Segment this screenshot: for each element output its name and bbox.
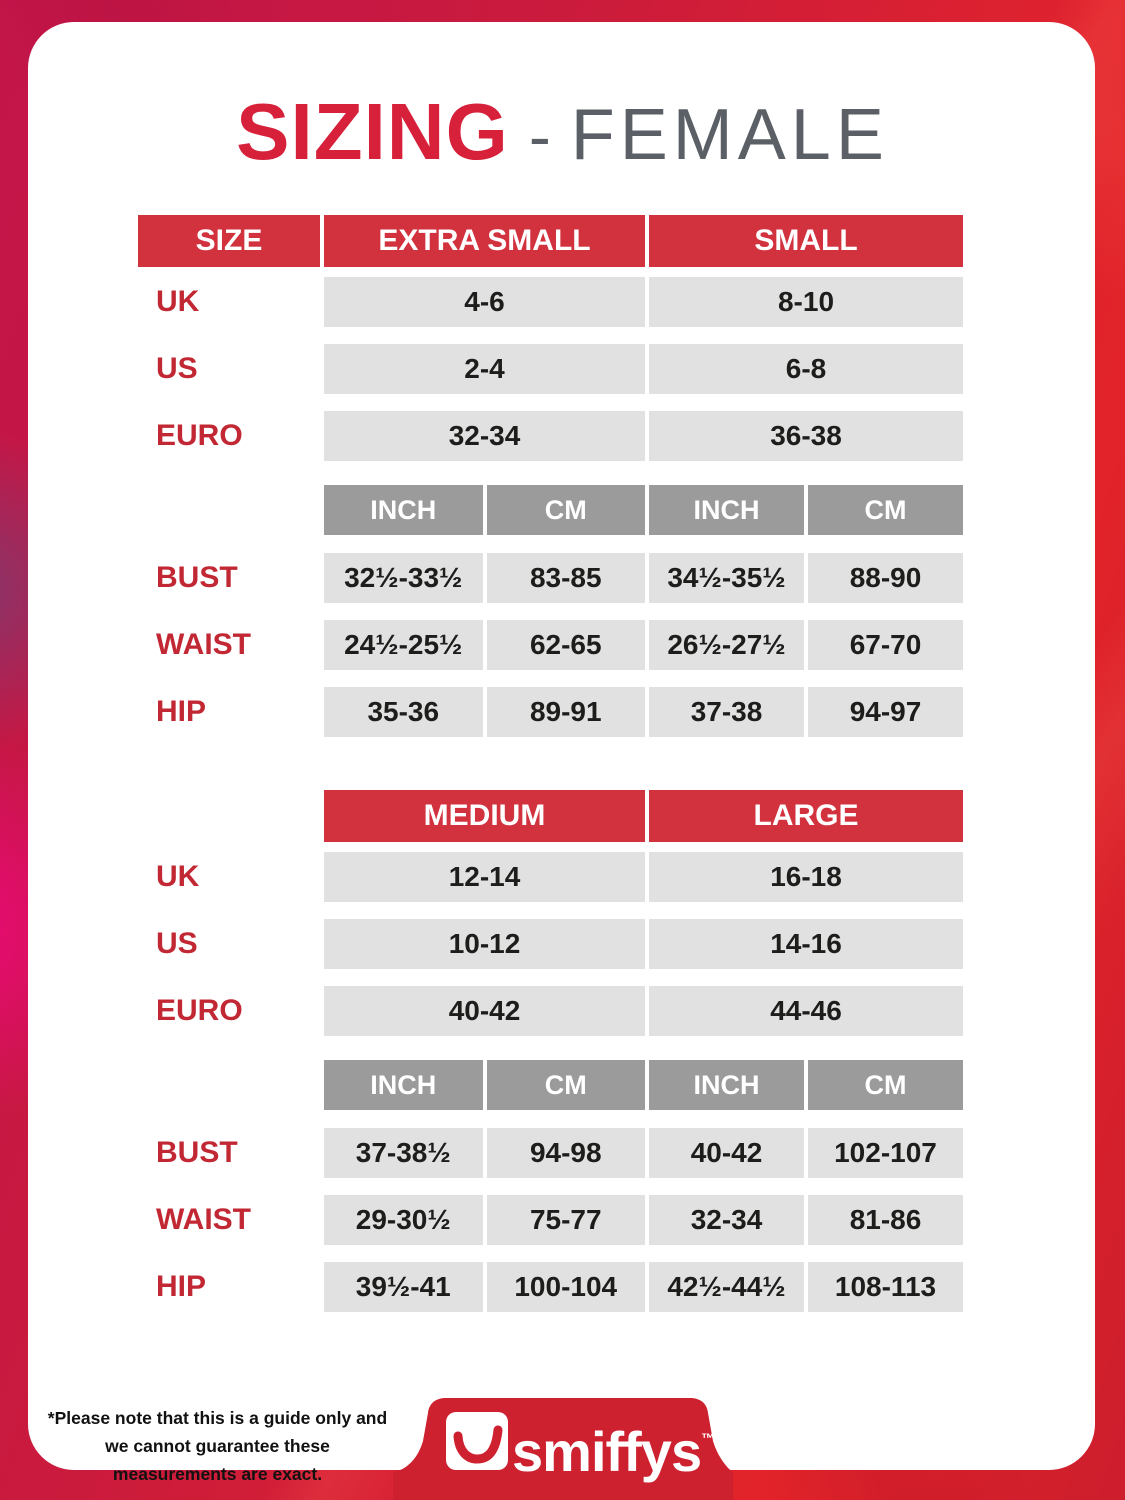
table-row xyxy=(138,1262,963,1312)
size-value-cell: 14-16 xyxy=(649,919,963,969)
measurement-value-cell: 81-86 xyxy=(808,1195,963,1245)
title-separator: - xyxy=(528,99,551,173)
row-label: US xyxy=(156,927,198,960)
logo-wordmark xyxy=(512,1410,716,1483)
size-value-cell: 2-4 xyxy=(324,344,645,394)
size-value-cell: 40-42 xyxy=(324,986,645,1036)
size-corner-header: SIZE xyxy=(138,215,320,267)
size-value-cell: 16-18 xyxy=(649,852,963,902)
measurement-value-cell: 29-30½ xyxy=(324,1195,483,1245)
measurement-value-cell: 40-42 xyxy=(649,1128,804,1178)
size-row-values xyxy=(324,852,963,902)
measurement-value-cell: 39½-41 xyxy=(324,1262,483,1312)
size-value-cell: 32-34 xyxy=(324,411,645,461)
size-column-header: EXTRA SMALL xyxy=(324,215,645,267)
table-row xyxy=(138,277,963,327)
row-label: EURO xyxy=(156,994,243,1027)
title-female: FEMALE xyxy=(570,95,889,175)
disclaimer-note: *Please note that this is a guide only and we cannot guarantee these measurements are exact. xyxy=(47,1408,388,1484)
measurement-value-cell: 94-98 xyxy=(487,1128,646,1178)
sizing-table-xs-s xyxy=(138,215,963,740)
measurement-group xyxy=(649,1128,963,1178)
measurement-row-values xyxy=(324,1195,963,1245)
size-column-header: MEDIUM xyxy=(324,790,645,842)
measurement-value-cell: 32½-33½ xyxy=(324,553,483,603)
row-label: UK xyxy=(156,860,200,893)
unit-header-group xyxy=(324,1060,645,1110)
logo-text: smiffys xyxy=(512,1420,702,1483)
size-value-cell: 6-8 xyxy=(649,344,963,394)
size-row-values xyxy=(324,411,963,461)
size-row-values xyxy=(324,344,963,394)
measurement-value-cell: 102-107 xyxy=(808,1128,963,1178)
measurement-value-cell: 89-91 xyxy=(487,687,646,737)
unit-header-cells xyxy=(324,485,963,535)
size-value-cell: 36-38 xyxy=(649,411,963,461)
row-label: WAIST xyxy=(156,1203,251,1236)
measurement-value-cell: 62-65 xyxy=(487,620,646,670)
unit-column-header: CM xyxy=(487,485,646,535)
unit-header-group xyxy=(649,485,963,535)
measurement-value-cell: 83-85 xyxy=(487,553,646,603)
unit-column-header: CM xyxy=(808,485,963,535)
row-label: BUST xyxy=(156,561,238,594)
table-row xyxy=(138,852,963,902)
row-label: HIP xyxy=(156,1270,207,1303)
row-label: HIP xyxy=(156,695,207,728)
table-row xyxy=(138,687,963,737)
measurement-group xyxy=(649,1262,963,1312)
size-column-header: SMALL xyxy=(649,215,963,267)
row-label: EURO xyxy=(156,419,243,452)
table-row xyxy=(138,1195,963,1245)
size-row-values xyxy=(324,919,963,969)
measurement-row-values xyxy=(324,553,963,603)
unit-header-cells xyxy=(324,1060,963,1110)
table-row xyxy=(138,1060,963,1110)
measurement-row-values xyxy=(324,1262,963,1312)
table-row xyxy=(138,919,963,969)
size-value-cell: 10-12 xyxy=(324,919,645,969)
measurement-value-cell: 32-34 xyxy=(649,1195,804,1245)
size-value-cell: 44-46 xyxy=(649,986,963,1036)
unit-column-header: INCH xyxy=(649,485,804,535)
measurement-group xyxy=(649,687,963,737)
measurement-value-cell: 67-70 xyxy=(808,620,963,670)
title-sizing: SIZING xyxy=(236,87,509,176)
size-header-cells xyxy=(324,215,963,267)
size-header-cells xyxy=(324,790,963,842)
unit-column-header: INCH xyxy=(649,1060,804,1110)
measurement-value-cell: 26½-27½ xyxy=(649,620,804,670)
size-row-values xyxy=(324,986,963,1036)
table-row xyxy=(138,1128,963,1178)
table-row xyxy=(138,790,963,842)
table-row xyxy=(138,411,963,461)
measurement-value-cell: 42½-44½ xyxy=(649,1262,804,1312)
unit-column-header: INCH xyxy=(324,1060,483,1110)
measurement-value-cell: 75-77 xyxy=(487,1195,646,1245)
measurement-value-cell: 35-36 xyxy=(324,687,483,737)
table-row xyxy=(138,485,963,535)
row-label: BUST xyxy=(156,1136,238,1169)
measurement-group xyxy=(649,553,963,603)
measurement-group xyxy=(324,553,645,603)
measurement-group xyxy=(649,1195,963,1245)
table-row xyxy=(138,620,963,670)
size-column-header: LARGE xyxy=(649,790,963,842)
size-value-cell: 4-6 xyxy=(324,277,645,327)
table-row xyxy=(138,344,963,394)
measurement-value-cell: 88-90 xyxy=(808,553,963,603)
table-row xyxy=(138,986,963,1036)
measurement-group xyxy=(324,687,645,737)
table-row xyxy=(138,215,963,267)
smiffys-smile-icon xyxy=(446,1412,508,1470)
measurement-group xyxy=(324,620,645,670)
measurement-value-cell: 100-104 xyxy=(487,1262,646,1312)
smiffys-logo xyxy=(393,1394,733,1500)
measurement-row-values xyxy=(324,687,963,737)
trademark-symbol: ™ xyxy=(701,1430,716,1446)
measurement-value-cell: 34½-35½ xyxy=(649,553,804,603)
measurement-row-values xyxy=(324,620,963,670)
measurement-value-cell: 37-38 xyxy=(649,687,804,737)
unit-header-group xyxy=(649,1060,963,1110)
size-row-values xyxy=(324,277,963,327)
measurement-group xyxy=(324,1128,645,1178)
measurement-group xyxy=(324,1195,645,1245)
size-value-cell: 8-10 xyxy=(649,277,963,327)
unit-column-header: CM xyxy=(808,1060,963,1110)
measurement-value-cell: 24½-25½ xyxy=(324,620,483,670)
measurement-value-cell: 108-113 xyxy=(808,1262,963,1312)
measurement-group xyxy=(324,1262,645,1312)
measurement-value-cell: 37-38½ xyxy=(324,1128,483,1178)
size-value-cell: 12-14 xyxy=(324,852,645,902)
row-label: UK xyxy=(156,285,200,318)
unit-column-header: INCH xyxy=(324,485,483,535)
unit-header-group xyxy=(324,485,645,535)
measurement-row-values xyxy=(324,1128,963,1178)
sizing-table-m-l xyxy=(138,790,963,1315)
row-label: US xyxy=(156,352,198,385)
table-row xyxy=(138,553,963,603)
page-title xyxy=(0,86,1125,178)
row-label: WAIST xyxy=(156,628,251,661)
measurement-group xyxy=(649,620,963,670)
unit-column-header: CM xyxy=(487,1060,646,1110)
measurement-value-cell: 94-97 xyxy=(808,687,963,737)
